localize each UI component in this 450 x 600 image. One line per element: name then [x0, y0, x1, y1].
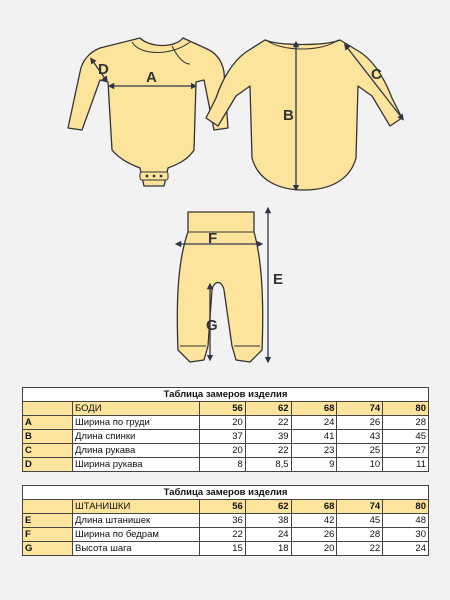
cell-value: 45 — [337, 514, 383, 528]
row-key: G — [23, 542, 73, 556]
row-name: Ширина по груди — [73, 416, 200, 430]
size-header: 62 — [245, 500, 291, 514]
cell-value: 43 — [337, 430, 383, 444]
cell-value: 42 — [291, 514, 337, 528]
cell-value: 20 — [200, 416, 246, 430]
row-key: C — [23, 444, 73, 458]
cell-value: 39 — [245, 430, 291, 444]
product-name: БОДИ — [73, 402, 200, 416]
cell-value: 37 — [200, 430, 246, 444]
row-name: Ширина по бедрам — [73, 528, 200, 542]
cell-value: 36 — [200, 514, 246, 528]
cell-value: 41 — [291, 430, 337, 444]
cell-value: 22 — [200, 528, 246, 542]
product-name: ШТАНИШКИ — [73, 500, 200, 514]
measure-label-g: G — [206, 317, 218, 334]
cell-value: 26 — [337, 416, 383, 430]
pants-drawing — [177, 210, 268, 362]
row-key: D — [23, 458, 73, 472]
cell-value: 9 — [291, 458, 337, 472]
cell-value: 22 — [337, 542, 383, 556]
cell-value: 22 — [245, 444, 291, 458]
table-header-row — [23, 500, 429, 514]
measure-label-b: B — [283, 107, 294, 124]
row-name: Высота шага — [73, 542, 200, 556]
table-row — [23, 416, 429, 430]
bodysuit-back-drawing — [206, 40, 402, 190]
size-header: 62 — [245, 402, 291, 416]
pants-size-table — [22, 485, 429, 556]
table-title: Таблица замеров изделия — [23, 486, 429, 500]
row-name: Длина рукава — [73, 444, 200, 458]
row-name: Ширина рукава — [73, 458, 200, 472]
cell-value: 25 — [337, 444, 383, 458]
cell-value: 28 — [383, 416, 429, 430]
size-header: 68 — [291, 500, 337, 514]
table-row — [23, 430, 429, 444]
cell-value: 30 — [383, 528, 429, 542]
table-row — [23, 444, 429, 458]
row-name: Длина штанишек — [73, 514, 200, 528]
measure-label-d: D — [98, 61, 109, 78]
size-header: 56 — [200, 500, 246, 514]
cell-value: 24 — [291, 416, 337, 430]
table-row — [23, 458, 429, 472]
cell-value: 26 — [291, 528, 337, 542]
size-header: 68 — [291, 402, 337, 416]
size-header: 56 — [200, 402, 246, 416]
cell-value: 38 — [245, 514, 291, 528]
table-row — [23, 514, 429, 528]
row-key: F — [23, 528, 73, 542]
cell-value: 24 — [383, 542, 429, 556]
size-header: 80 — [383, 402, 429, 416]
cell-value: 24 — [245, 528, 291, 542]
size-header: 80 — [383, 500, 429, 514]
size-header: 74 — [337, 500, 383, 514]
table-title: Таблица замеров изделия — [23, 388, 429, 402]
row-key: A — [23, 416, 73, 430]
table-row — [23, 528, 429, 542]
row-name: Длина спинки — [73, 430, 200, 444]
cell-value: 18 — [245, 542, 291, 556]
cell-value: 20 — [200, 444, 246, 458]
size-header: 74 — [337, 402, 383, 416]
measure-label-e: E — [273, 271, 284, 288]
cell-value: 45 — [383, 430, 429, 444]
row-key: B — [23, 430, 73, 444]
cell-value: 23 — [291, 444, 337, 458]
cell-value: 48 — [383, 514, 429, 528]
cell-value: 15 — [200, 542, 246, 556]
measure-label-f: F — [208, 230, 218, 247]
measure-label-c: C — [371, 66, 382, 83]
cell-value: 10 — [337, 458, 383, 472]
cell-value: 8,5 — [245, 458, 291, 472]
cell-value: 28 — [337, 528, 383, 542]
cell-value: 8 — [200, 458, 246, 472]
table-header-row — [23, 402, 429, 416]
bodysuit-size-table — [22, 387, 429, 472]
row-key: E — [23, 514, 73, 528]
cell-value: 20 — [291, 542, 337, 556]
cell-value: 27 — [383, 444, 429, 458]
measure-label-a: A — [146, 69, 157, 86]
bodysuit-front-drawing — [68, 38, 228, 186]
table-row — [23, 542, 429, 556]
cell-value: 11 — [383, 458, 429, 472]
cell-value: 22 — [245, 416, 291, 430]
